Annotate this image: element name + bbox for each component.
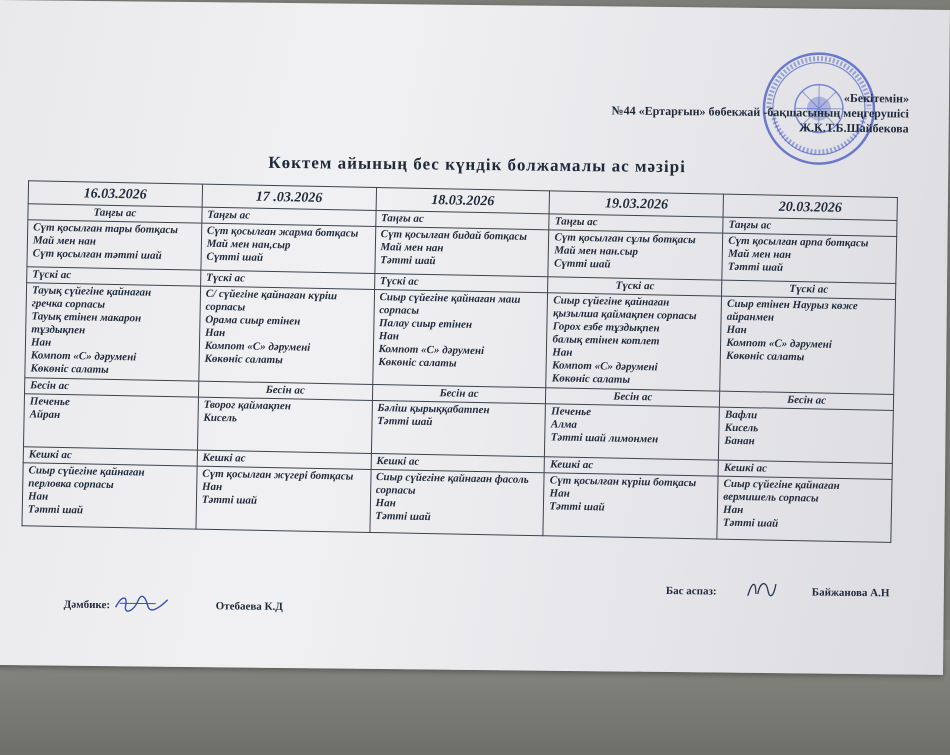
meal-label: Таңғы ас xyxy=(202,207,376,226)
meal-label: Түскі ас xyxy=(27,267,201,286)
dish-cell: Сиыр сүйегіне қайнаған вермишель сорпасы Нан Тәтті шай xyxy=(717,476,892,542)
meal-label: Түскі ас xyxy=(548,277,722,296)
cook-signature xyxy=(744,576,778,602)
dish-cell: Печенье Айран xyxy=(23,394,198,450)
approval-name: Ж.К.Т.Б.Шайбекова xyxy=(799,120,909,136)
dish-cell: Сиыр сүйегіне қайнаған фасоль сорпасы Нан Тәтті шай xyxy=(370,469,545,535)
dish-cell: Сүт қосылған жүгері ботқасы Нан Тәтті шай xyxy=(196,466,371,532)
dish-cell: Сиыр етінен Наурыз көже айранмен Нан Компот «С» дәрумені Көкөніс салаты xyxy=(720,296,896,394)
dish-cell: Бәліш қырыққабатпен Тәтті шай xyxy=(371,400,546,456)
dish-cell: Сүт қосылған жарма ботқасы Май мен нан,сыр Сүтті шай xyxy=(201,223,376,273)
meal-label: Бесін ас xyxy=(546,388,720,407)
dish-cell: Творог қаймақпен Кисель xyxy=(197,397,372,453)
dish-cell: Сиыр сүйегіне қайнаған қызылша қаймақпен сорпасы Горох езбе тұздықпен балық етінен котлет Нан Компот «С» дәрумені Көкөніс салаты xyxy=(546,293,722,391)
document-title: Көктем айының бес күндік болжамалы ас мәзірі xyxy=(268,152,686,177)
meal-label: Кешкі ас xyxy=(371,453,545,472)
meal-label: Бесін ас xyxy=(372,384,546,403)
date-header: 18.03.2026 xyxy=(376,187,550,213)
date-header: 16.03.2026 xyxy=(28,181,202,207)
dish-cell: Сиыр сүйегіне қайнаған маш сорпасы Палау сиыр етінен Нан Компот «С» дәрумені Көкөніс салаты xyxy=(372,289,548,387)
dish-cell: Сүт қосылған бидай ботқасы Май мен нан Тәтті шай xyxy=(374,226,549,276)
lunch-row xyxy=(25,283,896,395)
preparer-label: Дәмбике: xyxy=(63,598,111,612)
preparer-name: Отебаева К.Д xyxy=(215,600,283,613)
meal-label: Кешкі ас xyxy=(197,450,371,469)
menu-table xyxy=(21,180,897,543)
meal-label: Бесін ас xyxy=(720,391,894,410)
dish-cell: Сүт қосылған тары ботқасы Май мен нан Сүт қосылған тәтті шай xyxy=(27,220,202,270)
meal-label: Кешкі ас xyxy=(544,457,718,476)
meal-label: Түскі ас xyxy=(200,270,374,289)
dish-cell: Тауық сүйегіне қайнаған гречка сорпасы Тауық етінен макарон тұздықпен Нан Компот «С» дәрумені Көкөніс салаты xyxy=(25,283,201,381)
meal-label: Таңғы ас xyxy=(28,204,202,223)
date-header: 17 .03.2026 xyxy=(202,184,376,210)
dish-cell: Сүт қосылған арпа ботқасы Май мен нан Тәтті шай xyxy=(722,233,897,283)
approval-block xyxy=(499,87,909,136)
approval-position: №44 «Ертарғын» бөбекжай -бақшасының меңгерушісі xyxy=(611,103,909,121)
date-header: 19.03.2026 xyxy=(549,191,723,217)
meal-label: Бесін ас xyxy=(25,378,199,397)
date-header: 20.03.2026 xyxy=(723,194,897,220)
dish-cell: Печенье Алма Тәтті шай лимонмен xyxy=(545,404,720,460)
dish-cell: Сиыр сүйегіне қайнаған перловка сорпасы Нан Тәтті шай xyxy=(22,463,197,529)
meal-label: Таңғы ас xyxy=(375,210,549,229)
meal-label: Түскі ас xyxy=(722,280,896,299)
approval-heading: «Бекітемін» xyxy=(843,90,910,106)
meal-label: Таңғы ас xyxy=(723,217,897,236)
meal-label: Бесін ас xyxy=(198,381,372,400)
meal-label: Кешкі ас xyxy=(23,447,197,466)
cook-name: Байжанова А.Н xyxy=(811,586,890,600)
dish-cell: Вафли Кисель Банан xyxy=(719,407,894,463)
dish-cell: Сүт қосылған сұлы ботқасы Май мен нан.сыр Сүтті шай xyxy=(548,230,723,280)
meal-label: Түскі ас xyxy=(374,273,548,292)
dish-cell: С/ сүйегіне қайнаған күріш сорпасы Орама сиыр етінен Нан Компот «С» дәрумені Көкөніс салаты xyxy=(199,286,375,384)
meal-label: Кешкі ас xyxy=(718,460,892,479)
meal-label: Таңғы ас xyxy=(549,214,723,233)
dish-cell: Сүт қосылған күріш ботқасы Нан Тәтті шай xyxy=(543,473,718,539)
cook-label: Бас аспаз: xyxy=(665,585,717,598)
preparer-signature xyxy=(112,591,172,616)
